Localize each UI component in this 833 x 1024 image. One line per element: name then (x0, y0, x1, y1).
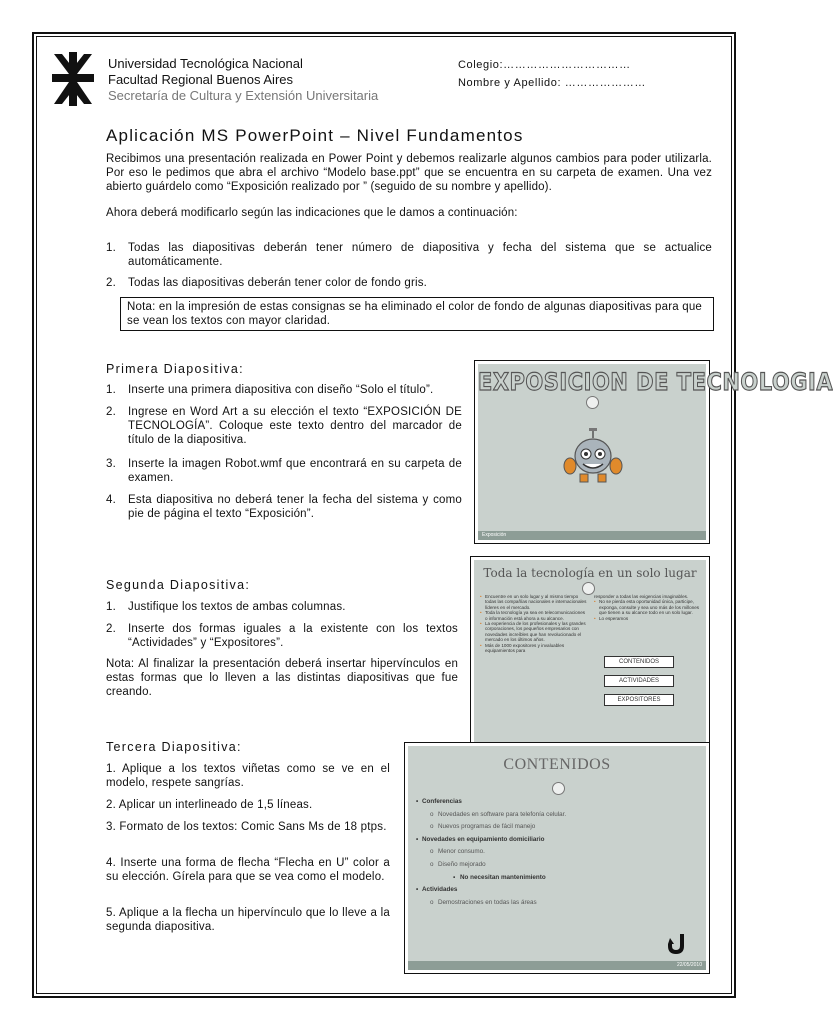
list-item: 3. Inserte la imagen Robot.wmf que encontrará en su carpeta de examen. (106, 458, 462, 484)
expositores-shape[interactable]: EXPOSITORES (604, 694, 674, 706)
list-item: 2. Ingrese en Word Art a su elección el texto “EXPOSICIÓN DE TECNOLOGÍA”. Coloque este texto dentro del marcador de título de la diapositiva. (106, 406, 462, 446)
section-heading-second: Segunda Diapositiva: (106, 578, 251, 592)
slide-thumbnail-3 (404, 742, 710, 974)
list-item: 3. Formato de los textos: Comic Sans Ms de 18 ptps. (106, 821, 387, 833)
list-item: 1. Justifique los textos de ambas columnas. (106, 601, 346, 613)
section-heading-first: Primera Diapositiva: (106, 362, 244, 376)
slide2-left-column: • Encuentre en un solo lugar y al mismo tiempo todas las compañías nacionales e internacionales líderes en el mercado. • Toda la tecnología ya sea en telecomunicaciones o información está ahora a su alcance. • La experiencia de los profesionales y las grandes corporaciones, los pequeños empresarios con novedades increíbles que han revolucionado el mercado en los últimos años. • Más de 1000 expositores y invaluables equipamientos para (480, 594, 588, 653)
intro-paragraph: Recibimos una presentación realizada en Power Point y debemos realizarle algunos cambios para poder utilizarla. Por eso le pedimos que abra el archivo “Modelo base.ppt” que se encuentra en su carpeta de examen. Una vez abierto guárdelo como “Exposición realizado por ” (seguido de su nombre y apellido). (106, 153, 712, 193)
wordart-title: EXPOSICION DE TECNOLOGIA (478, 368, 833, 396)
nombre-field: Nombre y Apellido: ………………… (458, 77, 646, 89)
utn-logo (52, 52, 94, 106)
slide3-title: CONTENIDOS (503, 756, 611, 773)
colegio-field: Colegio:…………………………… (458, 59, 631, 71)
list-item: 1. Aplique a los textos viñetas como se ve en el modelo, respete sangrías. (106, 763, 390, 789)
department-name: Secretaría de Cultura y Extensión Universitaria (108, 88, 379, 103)
general-item: 2. Todas las diapositivas deberán tener color de fondo gris. (106, 277, 428, 289)
faculty-name: Facultad Regional Buenos Aires (108, 72, 294, 87)
slide3-bullet-list: • Conferencias o Novedades en software para telefonía celular. o Nuevos programas de fácil manejo • Novedades en equipamiento domiciliario o Menor consumo. o Diseño mejorado ▪ No necesitan mantenimiento • Actividades o Demostraciones en todas las áreas (416, 796, 566, 909)
document-title: Aplicación MS PowerPoint – Nivel Fundamentos (106, 126, 524, 145)
institution-name: Universidad Tecnológica Nacional (108, 56, 303, 71)
contenidos-shape[interactable]: CONTENIDOS (604, 656, 674, 668)
list-item: 5. Aplique a la flecha un hipervínculo que lo lleve a la segunda diapositiva. (106, 907, 390, 933)
actividades-shape[interactable]: ACTIVIDADES (604, 675, 674, 687)
instructions-paragraph: Ahora deberá modificarlo según las indicaciones que le damos a continuación: (106, 207, 518, 219)
list-item: 2. Inserte dos formas iguales a la existente con los textos “Actividades” y “Expositores”. (106, 623, 458, 649)
robot-image (562, 426, 624, 486)
slide-footer-date: 22/05/2010 (408, 961, 706, 970)
slide-number-circle (552, 782, 565, 795)
slide2-title: Toda la tecnología en un solo lugar (483, 566, 697, 580)
slide-number-circle (586, 396, 599, 409)
institution-header (108, 56, 378, 104)
second-note: Nota: Al finalizar la presentación deberá insertar hipervínculos en estas formas que lo lleven a las distintas diapositivas que fue creando. (106, 658, 458, 698)
note-box: Nota: en la impresión de estas consignas se ha eliminado el color de fondo de algunas diapositivas para que se vean los textos con mayor claridad. (120, 297, 714, 331)
slide-thumbnail-2 (470, 556, 710, 762)
general-item: 1. Todas las diapositivas deberán tener número de diapositiva y fecha del sistema que se actualice automáticamente. (106, 242, 712, 268)
list-item: 2. Aplicar un interlineado de 1,5 líneas. (106, 799, 313, 811)
slide-thumbnail-1 (474, 360, 833, 544)
slide-footer: Exposición (478, 531, 706, 540)
list-item: 1. Inserte una primera diapositiva con diseño “Solo el título”. (106, 384, 434, 396)
list-item: 4. Inserte una forma de flecha “Flecha en U” color a su elección. Gírela para que se vea como el modelo. (106, 857, 390, 883)
slide2-right-column: responder a todas las exigencias imaginables. • No se pierda esta oportunidad única, participe, exponga, consulte y sea uno más de los millones que tienen a su alcance todo en un solo lugar. • Lo esperamos (594, 594, 702, 621)
section-heading-third: Tercera Diapositiva: (106, 740, 242, 754)
u-turn-arrow-icon[interactable] (668, 932, 688, 954)
list-item: 4. Esta diapositiva no deberá tener la fecha del sistema y como pie de página el texto “Exposición”. (106, 494, 462, 520)
student-fields (458, 56, 646, 92)
